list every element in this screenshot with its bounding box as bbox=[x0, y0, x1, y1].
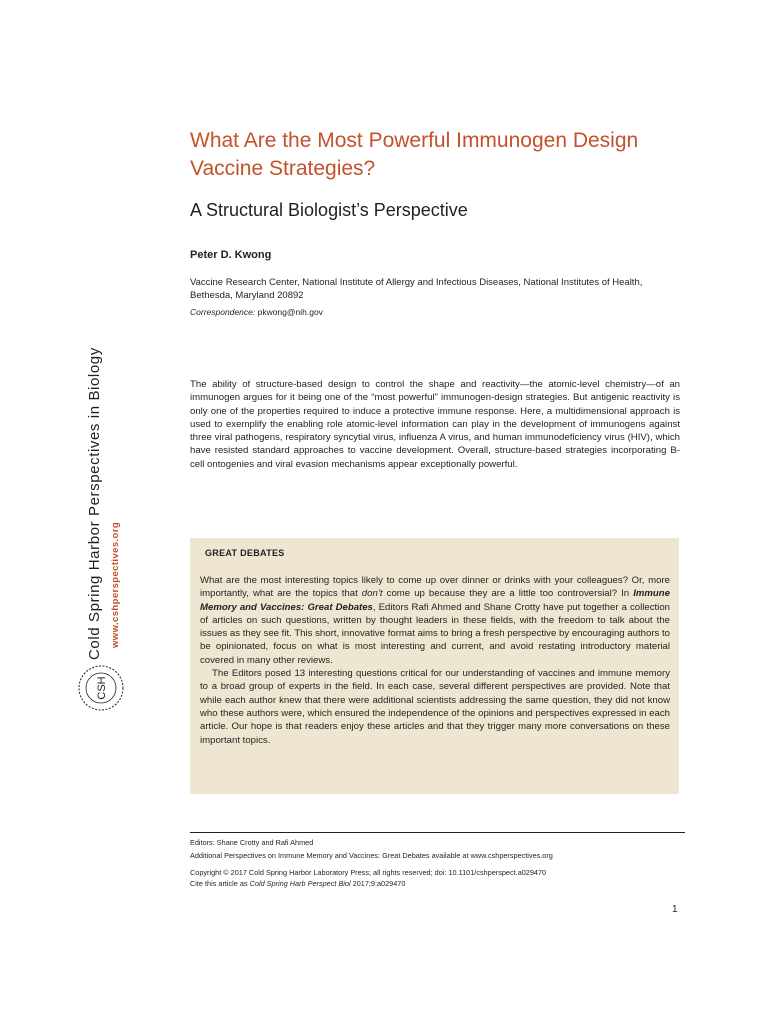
affiliation-line-2: Bethesda, Maryland 20892 bbox=[190, 290, 304, 301]
title-line-2: Vaccine Strategies? bbox=[190, 157, 376, 180]
correspondence-email[interactable]: pkwong@nih.gov bbox=[257, 307, 323, 317]
great-debates-heading: GREAT DEBATES bbox=[205, 548, 285, 558]
page-number: 1 bbox=[672, 904, 678, 915]
logo-text: CSH bbox=[96, 676, 108, 700]
correspondence bbox=[190, 307, 323, 317]
author-name: Peter D. Kwong bbox=[190, 249, 272, 261]
journal-url-vertical[interactable]: www.cshperspectives.org bbox=[110, 521, 121, 648]
great-debates-text bbox=[200, 574, 670, 747]
abstract: The ability of structure-based design to control the shape and reactivity—the atomic-level chemistry—of an immunogen argues for it being one of the “most powerful” immunogen-design strategies. But antigenic reactivity is only one of the properties required to induce a protective immune response. Here, a multidimensional approach is used to exemplify the enabling role atomic-level information can play in the development of immunogens against three viral pathogens, respiratory syncytial virus, influenza A virus, and human immunodeficiency virus (HIV), which have resisted standard approaches to vaccine development. Overall, structure-based strategies incorporating B-cell ontogenies and viral evasion mechanisms appear exceptionally powerful. bbox=[190, 379, 680, 470]
article-subtitle: A Structural Biologist’s Perspective bbox=[190, 200, 468, 220]
footer-citation: Cite this article as Cold Spring Harb Perspect Biol 2017;9:a029470 bbox=[190, 879, 406, 888]
footer-additional: Additional Perspectives on Immune Memory and Vaccines: Great Debates available at www.cshperspectives.org bbox=[190, 851, 553, 860]
footer-editors: Editors: Shane Crotty and Rafi Ahmed bbox=[190, 838, 314, 847]
title-line-1: What Are the Most Powerful Immunogen Design bbox=[190, 129, 639, 152]
affiliation bbox=[190, 276, 690, 302]
correspondence-label: Correspondence: bbox=[190, 307, 256, 317]
great-debates-paragraph-2: The Editors posed 13 interesting questions critical for our understanding of vaccines and immune memory to a broad group of experts in the field. In each case, several different perspectives are provided. Note that while each author knew that there were additional scientists addressing the same question, they did not know who these authors were, which ensured the independence of the opinions and perspectives expressed in each article. Our hope is that readers enjoy these articles and that they trigger many more conversations on these important topics. bbox=[200, 668, 670, 746]
csh-perspectives-logo bbox=[76, 662, 126, 714]
great-debates-paragraph-1: What are the most interesting topics likely to come up over dinner or drinks with your colleagues? Or, more importantly, what are the topics that don’t come up because they are a little too controversial? In Immune Memory and Vaccines: Great Debates, Editors Rafi Ahmed and Shane Crotty have put together a collection of articles on such questions, written by thought leaders in these fields, with the freedom to talk about the issues as they see fit. This short, innovative format aims to bring a fresh perspective by encouraging authors to be opinionated, focus on what is most interesting and current, and avoid restating introductory material covered in many other reviews. bbox=[200, 575, 670, 666]
affiliation-line-1: Vaccine Research Center, National Institute of Allergy and Infectious Diseases, National Institutes of Health, bbox=[190, 277, 643, 288]
article-title bbox=[190, 127, 730, 183]
footer-divider bbox=[190, 832, 685, 833]
book-title: Immune Memory and Vaccines: Great Debates bbox=[200, 588, 670, 613]
footer-copyright: Copyright © 2017 Cold Spring Harbor Laboratory Press; all rights reserved; doi: 10.1101/cshperspect.a029470 bbox=[190, 868, 547, 877]
journal-name-vertical: Cold Spring Harbor Perspectives in Biology bbox=[86, 347, 103, 660]
